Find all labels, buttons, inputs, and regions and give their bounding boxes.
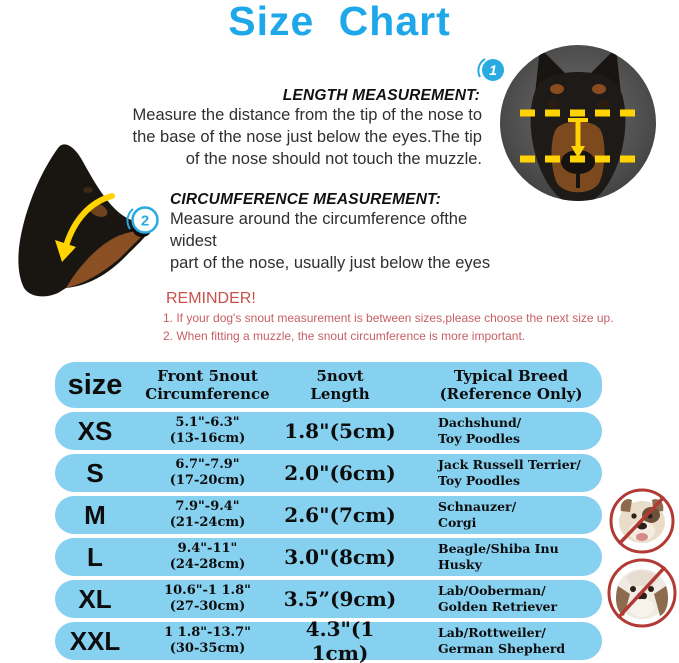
snout-length-value: 2.0"(6cm) [284, 461, 396, 485]
circumference-text-line: part of the nose, usually just below the eyes [170, 254, 491, 272]
reminder-item: 2. When fitting a muzzle, the snout circumference is more important. [163, 329, 526, 343]
size-table [55, 362, 602, 663]
step-2-badge-icon [126, 202, 162, 238]
typical-breed-value: Beagle/Shiba Inu Husky [438, 540, 559, 572]
snout-length-value: 1.8"(5cm) [284, 419, 396, 443]
size-label: XS [77, 415, 113, 446]
table-row-xl [55, 580, 602, 618]
snout-circumference-value: 5.1"-6.3" (13-16cm) [169, 414, 246, 446]
snout-circumference-value: 9.4"-11" (24-28cm) [169, 540, 246, 572]
length-measurement-text [102, 104, 482, 170]
size-label: XL [78, 583, 112, 614]
table-row-l [55, 538, 602, 576]
not-suitable-bulldog-icon [606, 484, 678, 558]
typical-breed-value: Dachshund/ Toy Poodles [438, 414, 522, 446]
snout-length-value: 3.5”(9cm) [283, 587, 397, 611]
snout-length-value: 3.0"(8cm) [284, 545, 396, 569]
snout-circumference-value: 7.9"-9.4" (21-24cm) [169, 498, 246, 530]
length-text-line: of the nose should not touch the muzzle. [185, 150, 482, 168]
table-row-s [55, 454, 602, 492]
length-text-line: the base of the nose just below the eyes.The tip [132, 128, 482, 146]
length-measurement-heading: LENGTH MEASUREMENT: [282, 87, 480, 104]
size-label: M [84, 499, 106, 530]
reminder-item: 1. If your dog's snout measurement is between sizes,please choose the next size up. [163, 311, 614, 325]
circumference-text-line: Measure around the circumference ofthe widest [170, 210, 468, 250]
typical-breed-value: Lab/Ooberman/ Golden Retriever [438, 582, 558, 614]
table-row-xxl [55, 617, 602, 663]
header-snout-length: 5novt Length [310, 367, 370, 403]
snout-circumference-value: 1 1.8"-13.7" (30-35cm) [164, 624, 251, 656]
header-size: size [67, 368, 123, 401]
step-1-number: 1 [489, 62, 497, 78]
typical-breed-value: Lab/Rottweiler/ German Shepherd [438, 624, 566, 656]
typical-breed-value: Jack Russell Terrier/ Toy Poodles [438, 456, 581, 488]
header-snout-circumference: Front 5nout Circumference [145, 367, 270, 403]
length-text-line: Measure the distance from the tip of the nose to [132, 106, 482, 124]
dog-front-face-length-photo [494, 44, 662, 204]
circumference-measurement-text [170, 208, 510, 274]
snout-circumference-value: 6.7"-7.9" (17-20cm) [169, 456, 246, 488]
size-table-header-row [55, 362, 602, 408]
step-2-number: 2 [140, 212, 150, 230]
table-row-xs [55, 412, 602, 450]
reminder-title: REMINDER! [166, 290, 256, 307]
not-suitable-shih-tzu-icon [604, 554, 679, 634]
table-row-m [55, 496, 602, 534]
size-label: L [87, 541, 103, 572]
circumference-measurement-heading: CIRCUMFERENCE MEASUREMENT: [170, 191, 441, 208]
page-title: Size Chart [228, 0, 451, 44]
size-label: XXL [69, 625, 121, 656]
header-typical-breed: Typical Breed (Reference Only) [439, 367, 583, 403]
snout-length-value: 4.3"(1 1cm) [305, 617, 375, 663]
snout-length-value: 2.6"(7cm) [284, 503, 396, 527]
typical-breed-value: Schnauzer/ Corgi [438, 498, 517, 530]
size-label: S [86, 457, 104, 488]
reminder-list [163, 309, 614, 345]
snout-circumference-value: 10.6"-1 1.8" (27-30cm) [164, 582, 251, 614]
